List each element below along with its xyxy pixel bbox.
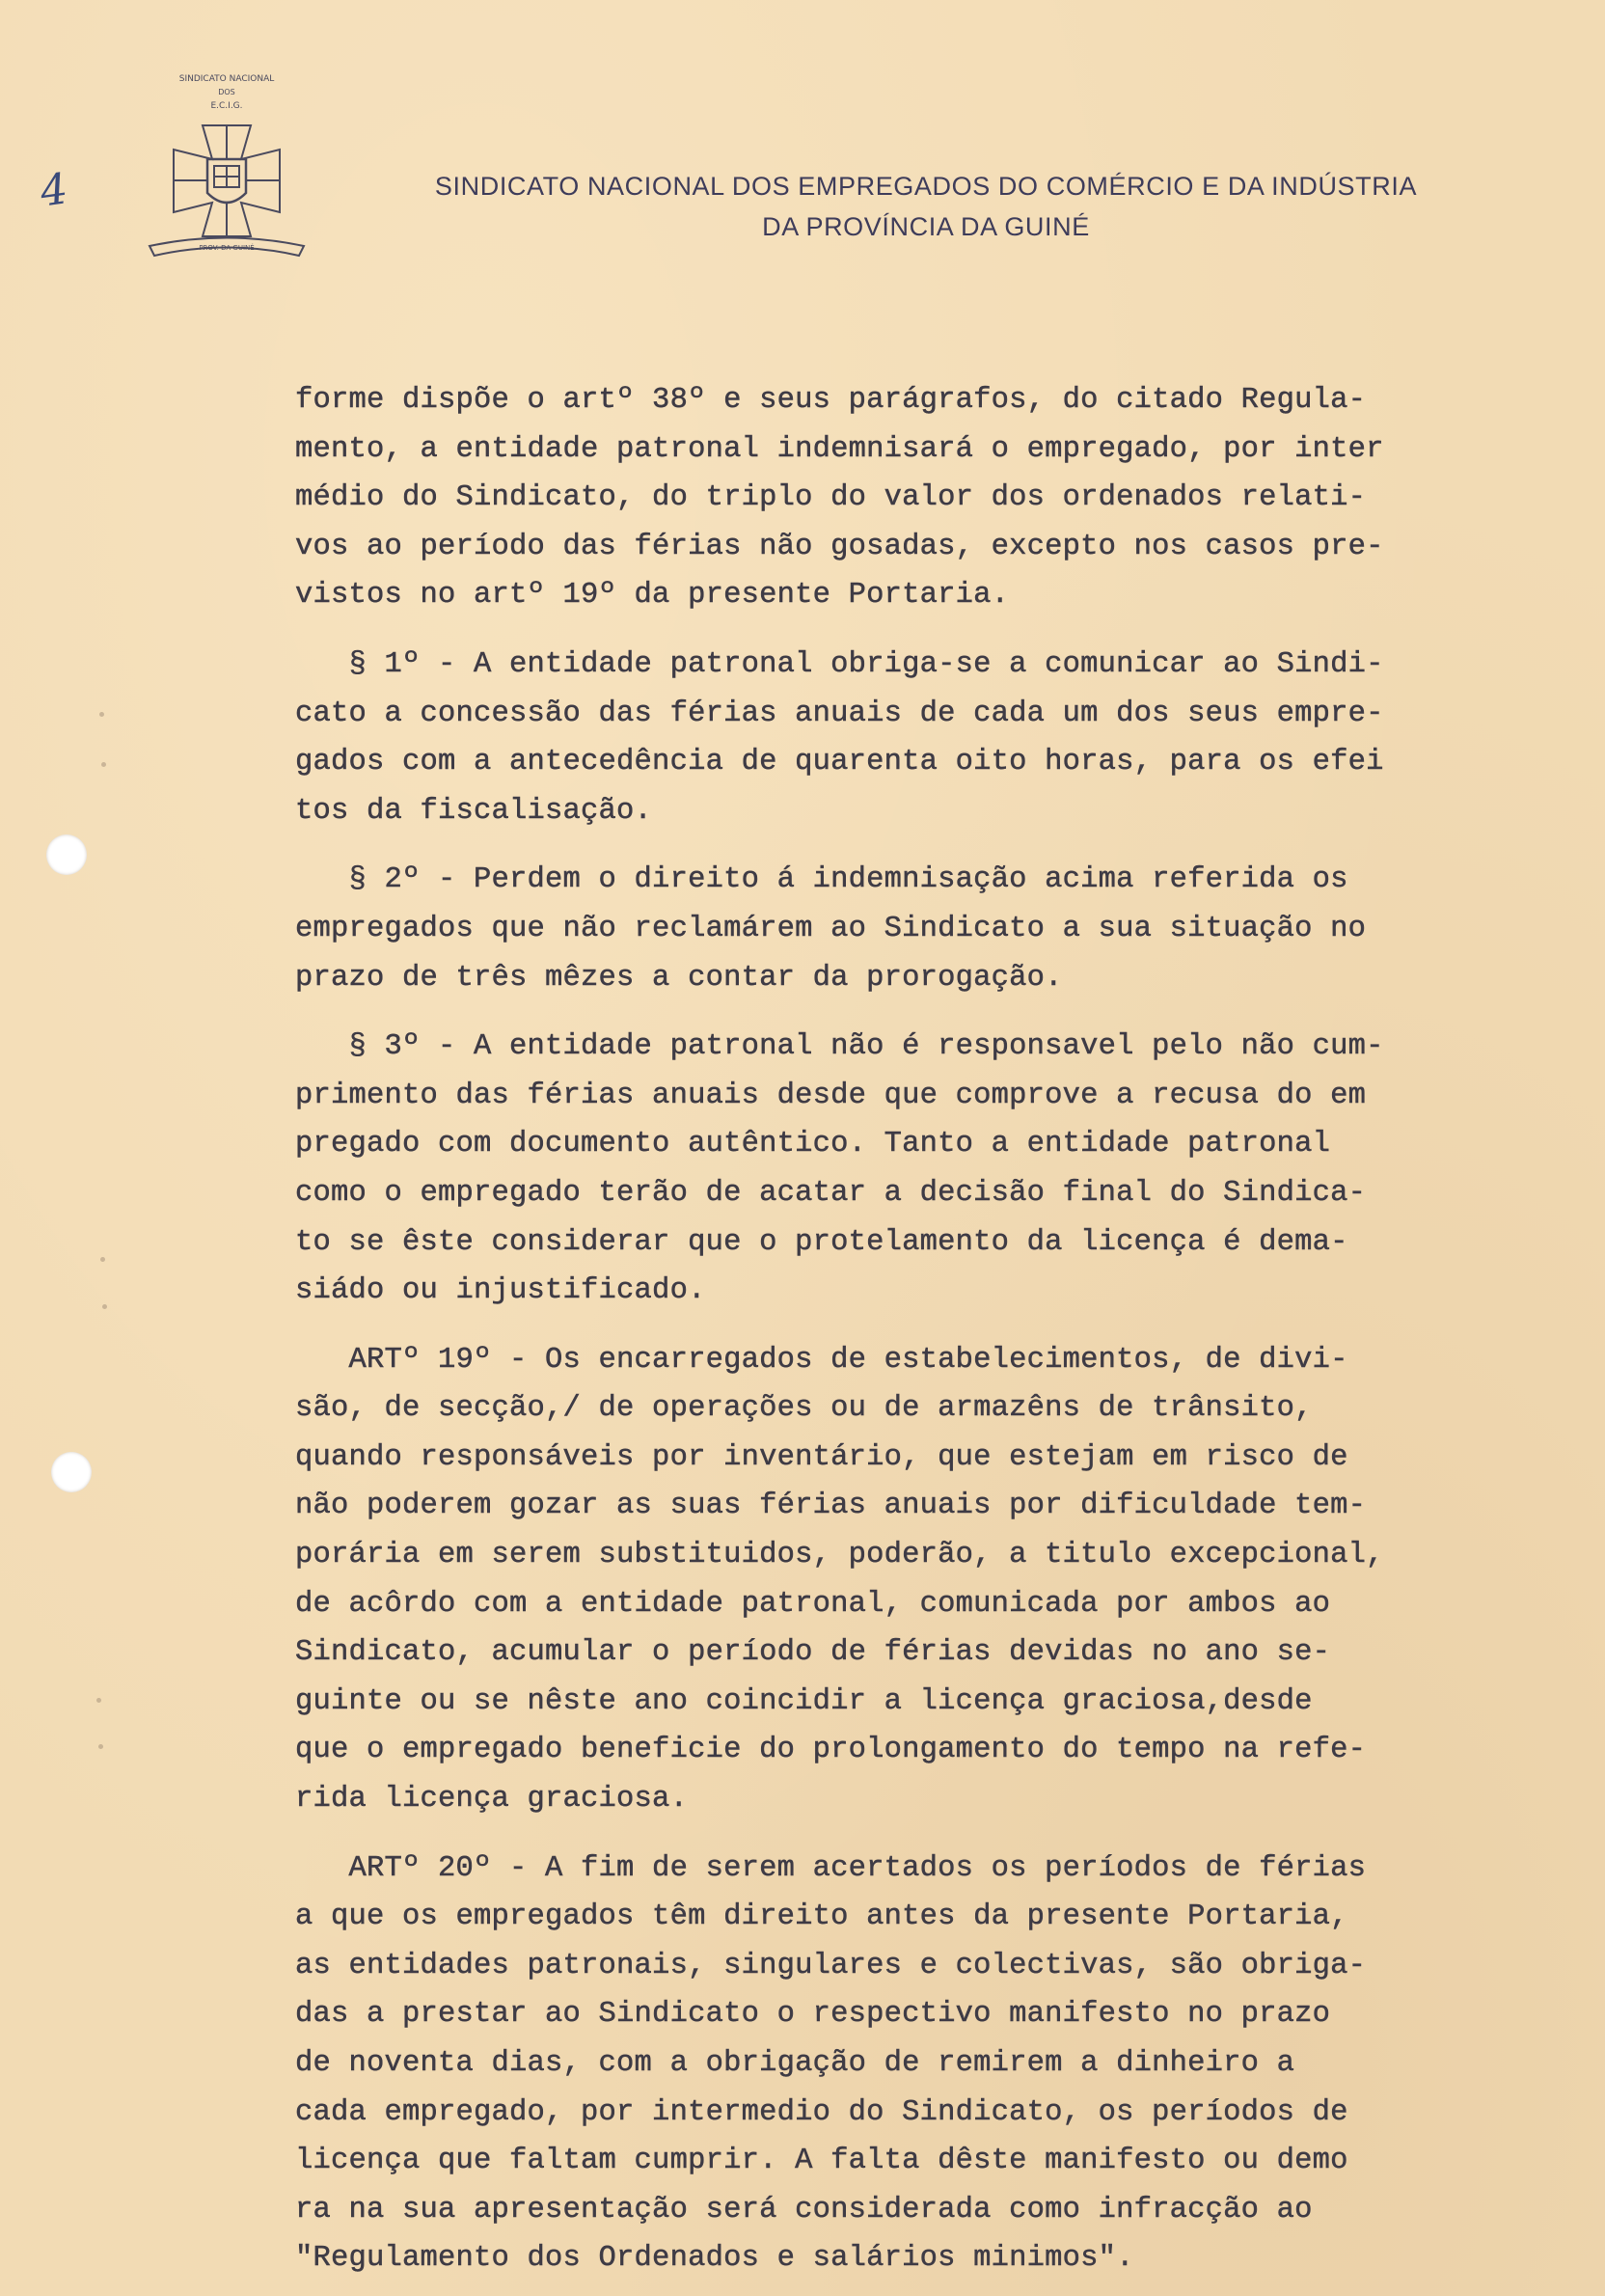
text-line: quando responsáveis por inventário, que estejam em risco de	[295, 1440, 1348, 1474]
text-line: guinte ou se nêste ano coincidir a licença graciosa,desde	[295, 1684, 1313, 1718]
paper-speck	[96, 1698, 101, 1703]
text-line: siádo ou injustificado.	[295, 1274, 706, 1308]
text-line: cada empregado, por intermedio do Sindicato, os períodos de	[295, 2095, 1348, 2129]
paragraph-gap	[295, 620, 1510, 641]
text-line: vistos no artº 19º da presente Portaria.	[295, 579, 1010, 613]
text-line: não poderem gozar as suas férias anuais por dificuldade tem-	[295, 1490, 1367, 1523]
text-line: § 3º - A entidade patronal não é responsavel pelo não cum-	[295, 1030, 1384, 1064]
paper-speck	[102, 1304, 107, 1309]
text-line: de noventa dias, com a obrigação de remirem a dinheiro a	[295, 2047, 1295, 2080]
paragraph	[295, 1845, 1510, 2283]
paragraph	[295, 641, 1510, 835]
paper-speck	[99, 712, 104, 717]
text-line: mento, a entidade patronal indemnisará o empregado, por inter	[295, 432, 1384, 466]
document-body	[295, 376, 1510, 2283]
handwritten-page-number: 4	[37, 164, 71, 217]
text-line: são, de secção,/ de operações ou de armazêns de trânsito,	[295, 1392, 1313, 1426]
text-line: primento das férias anuais desde que comprove a recusa do em	[295, 1079, 1367, 1112]
paragraph-gap	[295, 835, 1510, 856]
text-line: porária em serem substituidos, poderão, a titulo excepcional,	[295, 1539, 1384, 1572]
paragraph-gap	[295, 1316, 1510, 1336]
seal-top-text: SINDICATO NACIONAL	[178, 74, 275, 84]
seal-middle-text: DOS	[218, 88, 235, 96]
text-line: as entidades patronais, singulares e colectivas, são obriga-	[295, 1949, 1367, 1982]
text-line: como o empregado terão de acatar a decisão final do Sindica-	[295, 1176, 1367, 1210]
seal-ribbon-text: PROV. DA GUINÉ	[199, 244, 255, 252]
paragraph	[295, 856, 1510, 1002]
union-seal-icon	[145, 68, 309, 265]
text-line: ARTº 19º - Os encarregados de estabelecimentos, de divi-	[295, 1343, 1348, 1377]
text-line: ARTº 20º - A fim de serem acertados os períodos de férias	[295, 1851, 1367, 1885]
text-line: to se êste considerar que o protelamento da licença é dema-	[295, 1225, 1348, 1259]
text-line: tos da fiscalisação.	[295, 794, 653, 828]
text-line: a que os empregados têm direito antes da presente Portaria,	[295, 1900, 1348, 1934]
text-line: que o empregado beneficie do prolongamento do tempo na refe-	[295, 1734, 1367, 1767]
letterhead	[367, 166, 1485, 247]
paragraph	[295, 376, 1510, 620]
text-line: § 2º - Perdem o direito á indemnisação acima referida os	[295, 863, 1348, 897]
text-line: gados com a antecedência de quarenta oito horas, para os efei	[295, 746, 1384, 779]
text-line: rida licença graciosa.	[295, 1783, 689, 1817]
paragraph	[295, 1336, 1510, 1824]
paragraph	[295, 1023, 1510, 1316]
paper-speck	[100, 1257, 105, 1262]
text-line: ra na sua apresentação será considerada como infracção ao	[295, 2193, 1313, 2227]
letterhead-line-1: SINDICATO NACIONAL DOS EMPREGADOS DO COMÉRCIO E DA INDÚSTRIA	[434, 172, 1418, 201]
seal-bottom-text: E.C.I.G.	[210, 101, 243, 111]
text-line: "Regulamento dos Ordenados e salários minimos".	[295, 2242, 1134, 2276]
text-line: forme dispõe o artº 38º e seus parágrafos, do citado Regula-	[295, 384, 1367, 417]
punch-hole	[46, 834, 87, 875]
text-line: das a prestar ao Sindicato o respectivo manifesto no prazo	[295, 1998, 1331, 2032]
text-line: prazo de três mêzes a contar da prorogação.	[295, 961, 1063, 995]
paragraph-gap	[295, 1002, 1510, 1023]
paper-speck	[98, 1744, 103, 1749]
text-line: licença que faltam cumprir. A falta dêste manifesto ou demo	[295, 2145, 1348, 2178]
text-line: médio do Sindicato, do triplo do valor dos ordenados relati-	[295, 481, 1367, 515]
letterhead-line-2: DA PROVÍNCIA DA GUINÉ	[762, 212, 1090, 241]
paragraph-gap	[295, 1824, 1510, 1845]
text-line: pregado com documento autêntico. Tanto a entidade patronal	[295, 1128, 1331, 1162]
punch-hole	[51, 1452, 92, 1492]
paper-speck	[101, 762, 106, 767]
text-line: § 1º - A entidade patronal obriga-se a comunicar ao Sindi-	[295, 647, 1384, 681]
text-line: vos ao período das férias não gosadas, excepto nos casos pre-	[295, 530, 1384, 563]
text-line: cato a concessão das férias anuais de cada um dos seus empre-	[295, 697, 1384, 730]
text-line: empregados que não reclamárem ao Sindicato a sua situação no	[295, 912, 1367, 945]
text-line: de acôrdo com a entidade patronal, comunicada por ambos ao	[295, 1587, 1331, 1621]
text-line: Sindicato, acumular o período de férias devidas no ano se-	[295, 1636, 1331, 1670]
